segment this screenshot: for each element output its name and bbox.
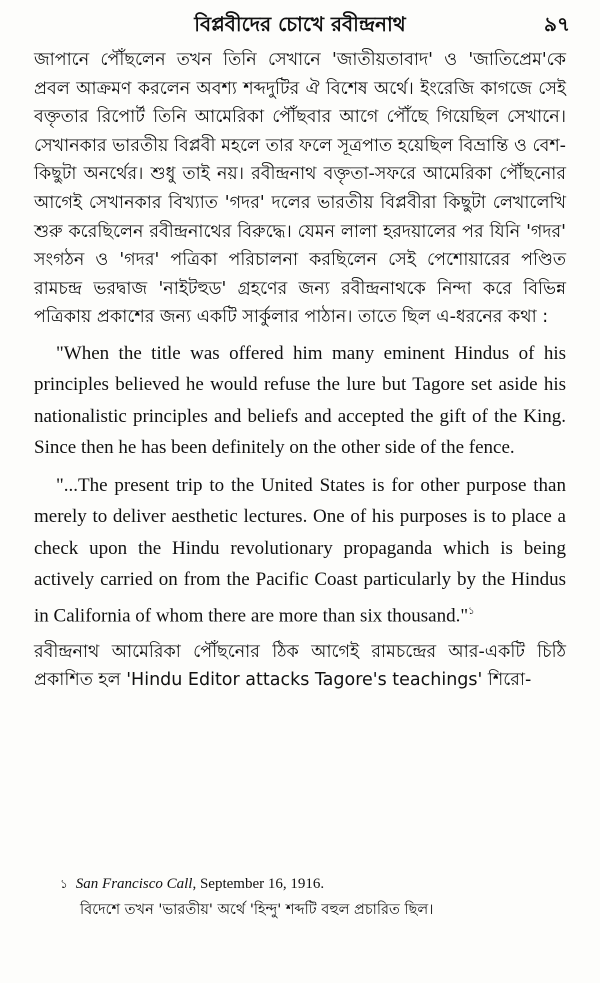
page-header [30,10,570,40]
english-quote-2 [34,470,566,632]
body-text [34,46,566,695]
paragraph-continuation: রবীন্দ্রনাথ আমেরিকা পৌঁছনোর ঠিক আগেই রামচন্দ্রের আর-একটি চিঠি প্রকাশিত হল 'Hindu Editor attacks Tagore's teachings' শিরো- [34,641,566,691]
english-quote-1: "When the title was offered him many eminent Hindus of his principles believed he would refuse the lure but Tagore set aside his nationalistic principles and beliefs and accepted the gift of the King. Since then he has been definitely on the other side of the fence. [34,342,566,459]
running-title: বিপ্লবীদের চোখে রবীন্দ্রনাথ [194,12,406,36]
quote-2-text: "...The present trip to the United States is for other purpose than merely to deliver aesthetic lectures. One of his purposes is to place a check upon the Hindu revolutionary propaganda which is being actively carried on from the Pacific Coast particularly by the Hindus in California of whom there are more than six thousand." [34,474,566,627]
page-number: ৯৭ [544,12,570,36]
footnote-source [60,871,570,897]
footnote-source-date: , September 16, 1916. [192,876,325,892]
footnotes [60,871,570,923]
footnote-note: বিদেশে তখন 'ভারতীয়' অর্থে 'হিন্দু' শব্দটি বহুল প্রচারিত ছিল। [80,902,434,918]
footnote-reference: ১ [468,605,475,617]
footnote-marker: ১ [60,877,68,891]
footnote-source-name: San Francisco Call [75,876,193,892]
paragraph-intro: জাপানে পৌঁছলেন তখন তিনি সেখানে 'জাতীয়তাবাদ' ও 'জাতিপ্রেম'কে প্রবল আক্রমণ করলেন অবশ্য শব্দদুটির ঐ বিশেষ অর্থে। ইংরেজি কাগজে সেই বক্তৃতার রিপোর্ট তিনি আমেরিকা পৌঁছবার আগে পৌঁছে গিয়েছিল সেখানে। সেখানকার ভারতীয় বিপ্লবী মহলে তার ফলে সূত্রপাত হয়েছিল বিভ্রান্তি ও বেশ-কিছুটা অনর্থের। শুধু তাই নয়। রবীন্দ্রনাথ বক্তৃতা-সফরে আমেরিকা পৌঁছনোর আগেই সেখানকার বিখ্যাত 'গদর' দলের ভারতীয় বিপ্লবীরা কিছুটা লেখালেখি শুরু করেছিলেন রবীন্দ্রনাথের বিরুদ্ধে। যেমন লালা হরদয়ালের পর যিনি 'গদর' সংগঠন ও 'গদর' পত্রিকা পরিচালনা করছিলেন সেই পেশোয়ারের পণ্ডিত রামচন্দ্র ভরদ্বাজ 'নাইটহুড' গ্রহণের জন্য রবীন্দ্রনাথকে নিন্দা করে বিভিন্ন পত্রিকায় প্রকাশের জন্য একটি সার্কুলার পাঠান। তাতে ছিল এ-ধরনের কথা : [34,50,566,328]
